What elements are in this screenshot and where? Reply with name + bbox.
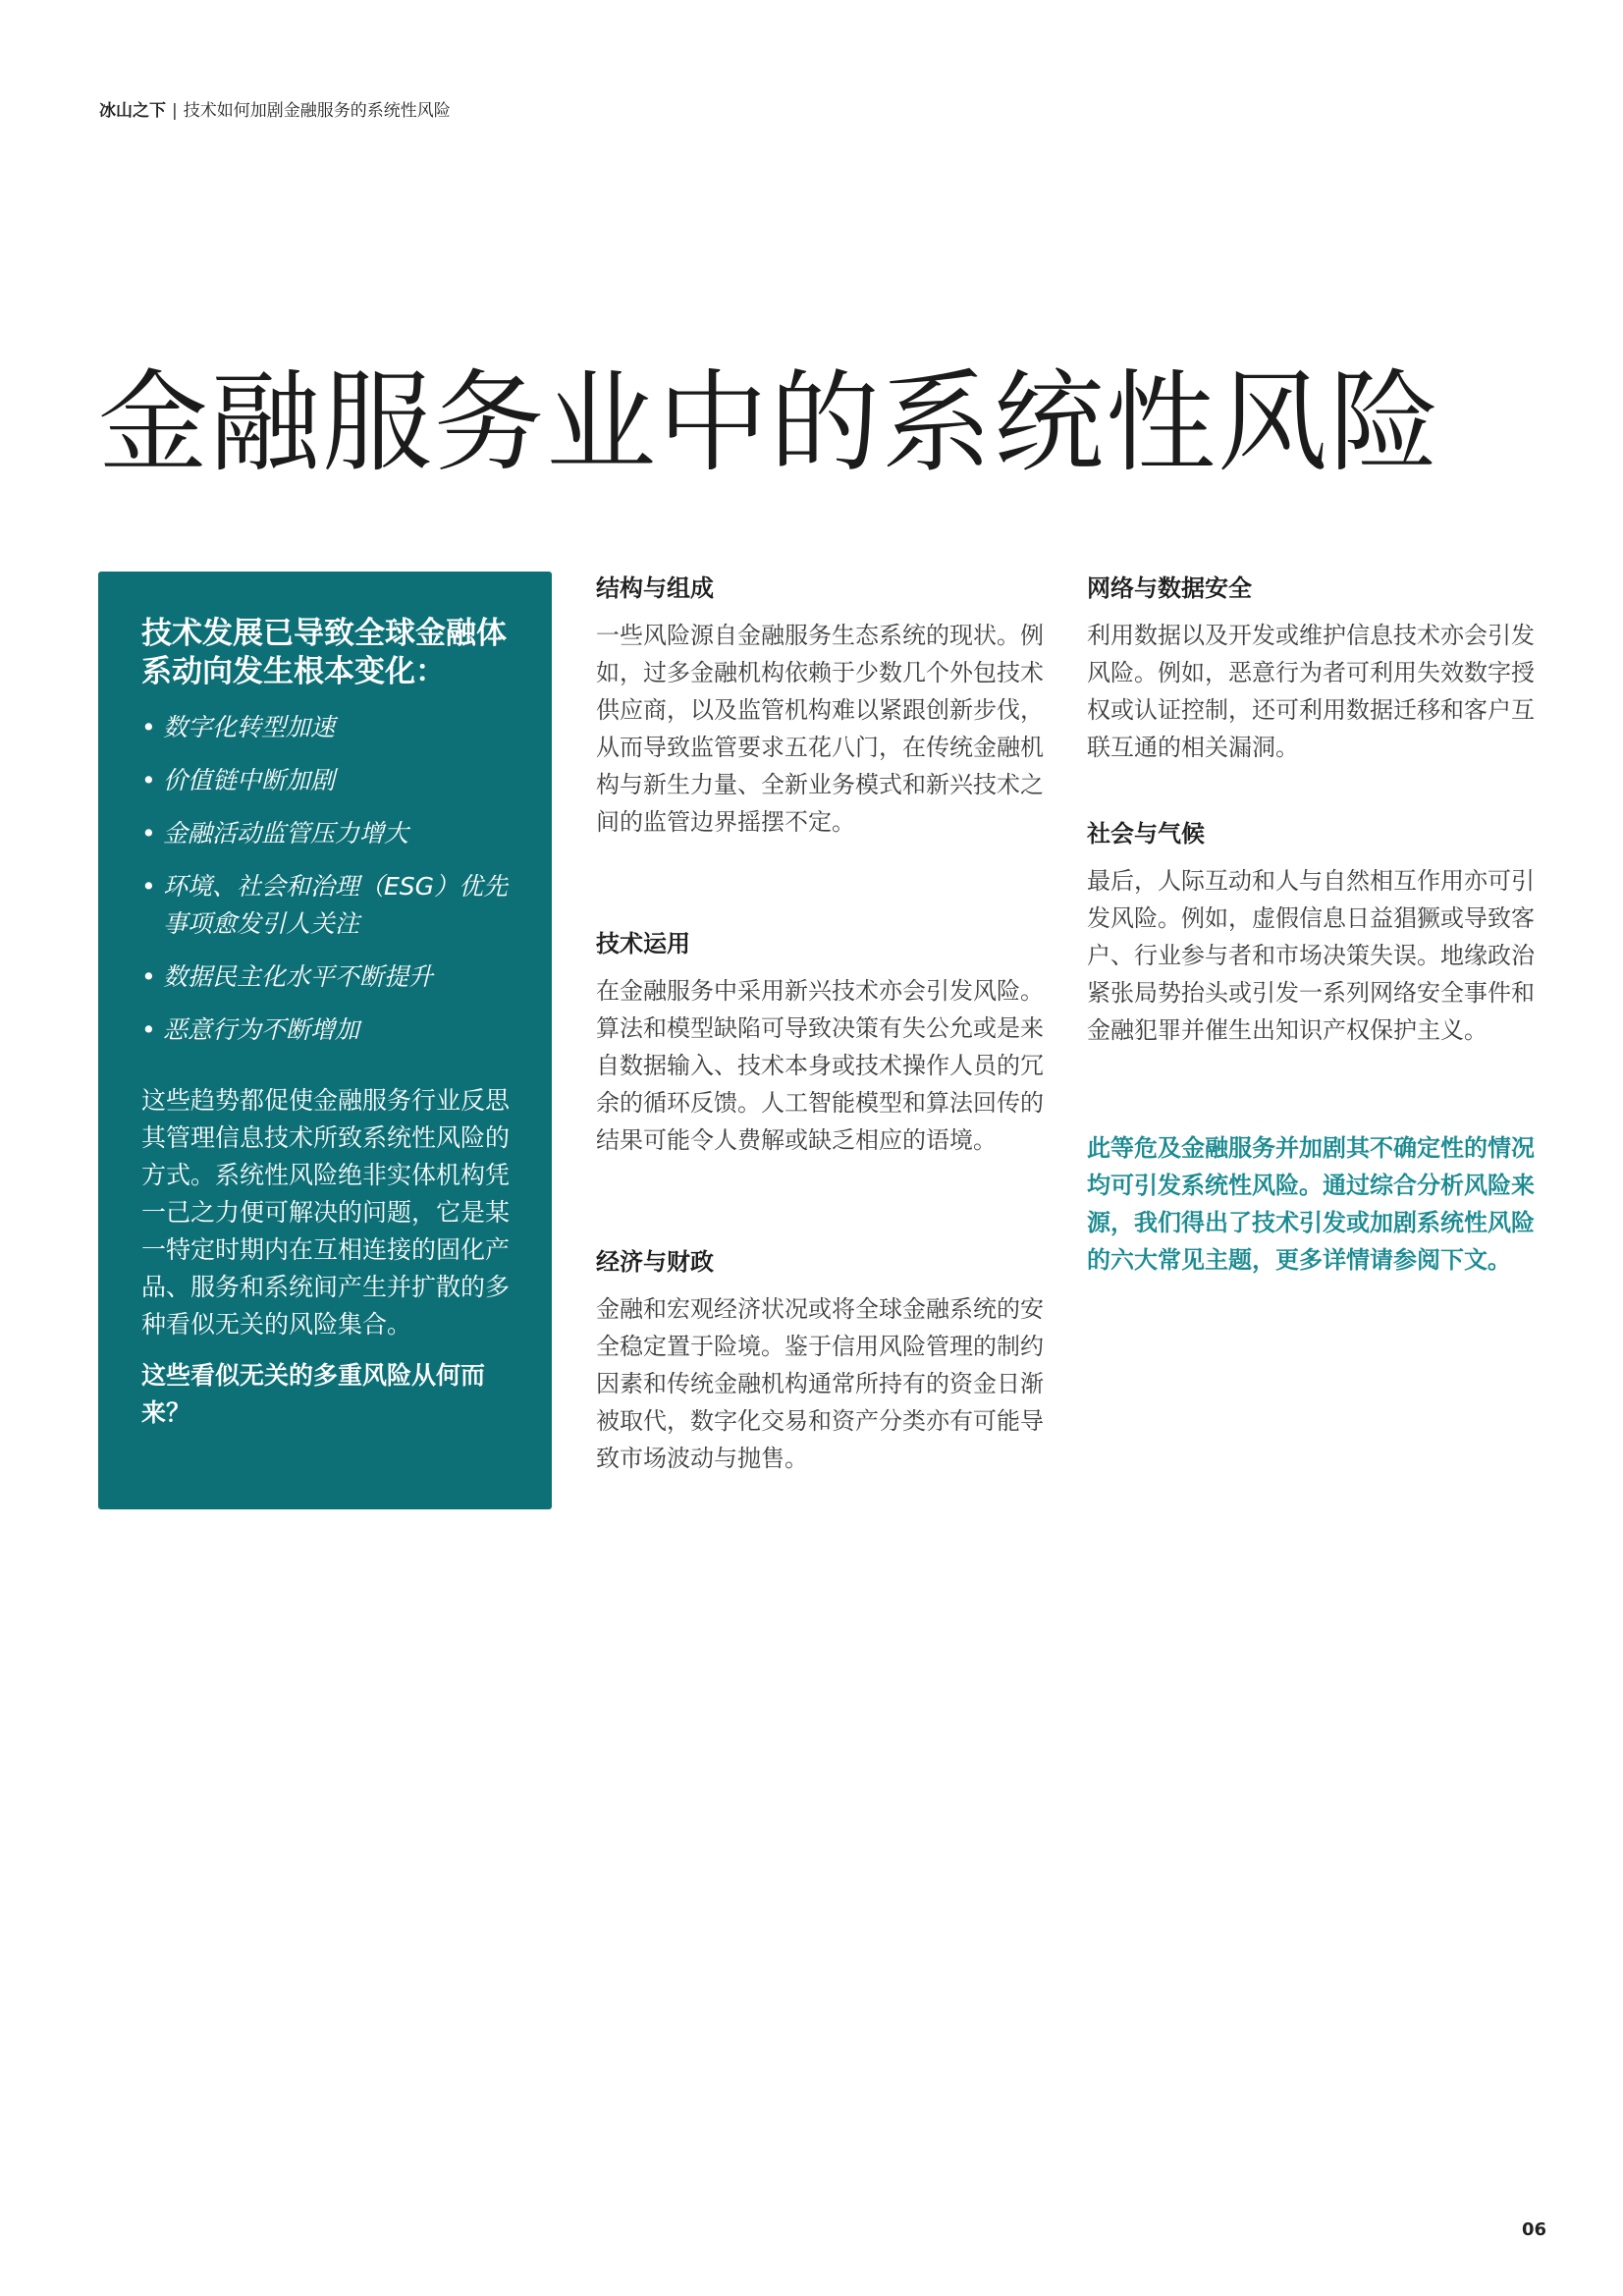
bullet-icon: • [141,713,156,741]
section-title: 技术运用 [596,930,690,957]
bullet-text: 价值链中断加剧 [163,766,336,794]
callout-question: 这些看似无关的多重风险从何而来？ [141,1361,486,1427]
section-body: 一些风险源自金融服务生态系统的现状。例如，过多金融机构依赖于少数几个外包技术供应商，以及监管机构难以紧跟创新步伐，从而导致监管要求五花八门，在传统金融机构与新生力量、全新业务模式和新兴技术之间的监管边界摇摆不定。 [596,622,1044,836]
section-body: 在金融服务中采用新兴技术亦会引发风险。算法和模型缺陷可导致决策有失公允或是来自数据输入、技术本身或技术操作人员的冗余的循环反馈。人工智能模型和算法回传的结果可能令人费解或缺乏相应的语境。 [596,977,1044,1154]
callout-body: 这些趋势都促使金融服务行业反思其管理信息技术所致系统性风险的方式。系统性风险绝非实体机构凭一己之力便可解决的问题，它是某一特定时期内在互相连接的固化产品、服务和系统间产生并扩散的多种看似无关的风险集合。 [141,1086,511,1339]
section-title: 经济与财政 [596,1248,714,1276]
section-title: 社会与气候 [1087,820,1205,847]
bullet-text: 环境、社会和治理（ESG）优先事项愈发引人关注 [163,872,509,938]
section-technology [596,929,1048,1159]
section-body: 利用数据以及开发或维护信息技术亦会引发风险。例如，恶意行为者可利用失效数字授权或认证控制，还可利用数据迁移和客户互联互通的相关漏洞。 [1087,622,1535,761]
section-structure [596,574,1048,841]
callout-heading: 技术发展已导致全球金融体系动向发生根本变化： [141,616,507,689]
running-header [99,96,451,121]
section-society [1087,819,1539,1049]
list-item [141,815,513,852]
list-item [141,958,513,996]
page-number: 06 [1522,2219,1547,2240]
bullet-icon: • [141,872,156,901]
section-body: 金融和宏观经济状况或将全球金融系统的安全稳定置于险境。鉴于信用风险管理的制约因素和传统金融机构通常所持有的资金日渐被取代，数字化交易和资产分类亦有可能导致市场波动与抛售。 [596,1295,1044,1472]
header-subtitle: 技术如何加剧金融服务的系统性风险 [183,101,451,121]
section-title: 网络与数据安全 [1087,574,1252,602]
list-item [141,868,513,943]
bullet-text: 恶意行为不断增加 [163,1015,360,1044]
bullet-icon: • [141,819,156,847]
section-title: 结构与组成 [596,574,714,602]
bullet-icon: • [141,1015,156,1044]
bullet-text: 数据民主化水平不断提升 [163,962,434,991]
list-item [141,762,513,799]
list-item [141,1011,513,1049]
list-item [141,709,513,746]
callout-bullet-list [141,709,513,1049]
bullet-icon: • [141,766,156,794]
conclusion-text: 此等危及金融服务并加剧其不确定性的情况均可引发系统性风险。通过综合分析风险来源，我们得出了技术引发或加剧系统性风险的六大常见主题，更多详情请参阅下文。 [1087,1134,1535,1274]
section-network [1087,574,1539,766]
bullet-icon: • [141,962,156,991]
header-brand: 冰山之下 [99,101,166,121]
header-separator: | [172,101,178,121]
section-economy [596,1247,1048,1477]
callout-box [98,572,552,1509]
bullet-text: 数字化转型加速 [163,713,336,741]
page-title: 金融服务业中的系统性风险 [98,359,1441,488]
section-body: 最后，人际互动和人与自然相互作用亦可引发风险。例如，虚假信息日益猖獗或导致客户、行业参与者和市场决策失误。地缘政治紧张局势抬头或引发一系列网络安全事件和金融犯罪并催生出知识产权保护主义。 [1087,867,1535,1044]
bullet-text: 金融活动监管压力增大 [163,819,409,847]
